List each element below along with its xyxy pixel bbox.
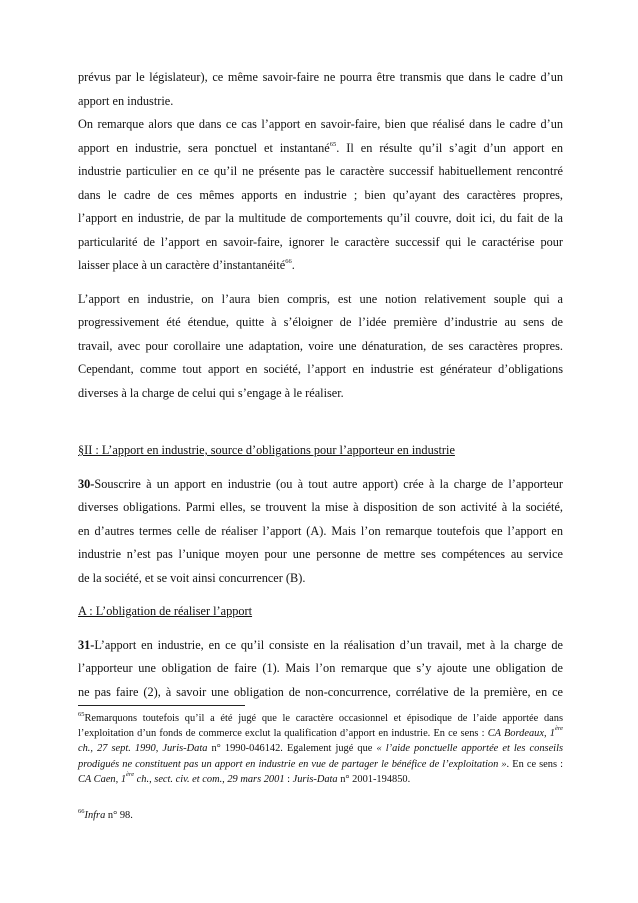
text-span: Remarquons toutefois qu’il a été jugé que le caractère occasionnel et épisodique de l’aide apportée dans l’exploitation d’un fonds de commerce exclut la qualification d’apport en industrie. En ce sens : (78, 713, 563, 740)
footnote-ref-65[interactable]: 65 (329, 140, 337, 148)
paragraph-line: Cependant, comme tout apport en société, l’apport en industrie est générateur d’obligations (78, 362, 563, 376)
footnote-number: 65 (78, 711, 85, 718)
text-span: apport en industrie, sera ponctuel et instantané (78, 140, 330, 155)
citation: Juris-Data (292, 773, 338, 785)
section-heading: §II : L’apport en industrie, source d’obligations pour l’apporteur en industrie (78, 443, 455, 457)
paragraph-line: diverses obligations. Parmi elles, se trouvent la mise à disposition de son activité à la société, (78, 500, 563, 514)
ordinal-sup: ère (126, 770, 135, 778)
citation: CA Bordeaux, 1 (487, 728, 555, 740)
citation: ch., sect. civ. et com., 29 mars 2001 (134, 773, 285, 785)
footnote-number: 66 (78, 808, 85, 815)
paragraph-line (78, 473, 563, 497)
text-span: : (284, 773, 293, 785)
paragraph-number: 30- (78, 476, 95, 491)
text-span: n° 98. (105, 810, 133, 821)
citation: CA Caen, 1 (78, 773, 127, 785)
paragraph-line: industrie particulier en ce qu’il ne présente pas le caractère successif habituellement rencontré (78, 164, 563, 178)
paragraph-line: dans le cadre de ces mêmes apports en industrie ; bien qu’ayant des caractères propres, (78, 187, 563, 202)
text-span: L’apport en industrie, en ce qu’il consiste en la réalisation d’un travail, met à la charge de (94, 637, 563, 652)
text-span: n° 2001-194850. (337, 773, 411, 785)
text-span: laisser place à un caractère d’instantanéité (78, 258, 286, 272)
paragraph-line: On remarque alors que dans ce cas l’apport en savoir-faire, bien que réalisé dans le cadre d’un (78, 117, 563, 131)
paragraph-line: de la société, et se voit ainsi concurrencer (B). (78, 570, 306, 585)
paragraph-line: diverses à la charge de celui qui s’engage à le réaliser. (78, 385, 344, 400)
paragraph-line (78, 254, 563, 278)
paragraph-line: particularité de l’apport en savoir-faire, ignorer le caractère successif qui le caractérise pour (78, 234, 563, 249)
footnote-ref-66[interactable]: 66 (285, 258, 292, 265)
text-span: n° 1990-046142. Egalement jugé que (207, 743, 377, 755)
paragraph-line (78, 634, 563, 658)
paragraph-line: en d’autres termes celle de réaliser l’apport (A). Mais l’on remarque toutefois que l’apport en (78, 523, 563, 538)
subsection-heading: A : L’obligation de réaliser l’apport (78, 604, 253, 618)
text-span: . Il en résulte qu’il s’agit d’un apport en (336, 140, 563, 155)
paragraph-line: ne pas faire (2), à savoir une obligation de non-concurrence, corrélative de la première, en ce (78, 684, 563, 699)
footnote-66 (78, 808, 563, 823)
footnote-65 (78, 711, 563, 787)
paragraph-line: L’apport en industrie, on l’aura bien compris, est une notion relativement souple qui a (78, 291, 563, 306)
paragraph-line: prévus par le législateur), ce même savoir-faire ne pourra être transmis que dans le cadre d’un (78, 70, 563, 84)
citation: Infra (84, 810, 106, 821)
citation: ch., 27 sept. 1990 (78, 743, 156, 755)
paragraph-line: l’apporteur une obligation de faire (1). Mais l’on remarque que s’y ajoute une obligation de (78, 661, 563, 675)
text-span: Souscrire à un apport en industrie (ou à tout autre apport) crée à la charge de l’apporteur (94, 476, 563, 491)
citation: Juris-Data (162, 743, 208, 755)
text-span: . En ce sens : (506, 758, 563, 770)
document-page (78, 66, 563, 704)
paragraph-line: industrie n’est pas l’unique moyen pour une personne de mettre ses compétences au service (78, 547, 563, 561)
text-span: . (291, 258, 295, 272)
quote: « l’aide ponctuelle apportée et les conseils prodigués ne constituent pas un apport en industrie en vue de partager le bénéfice de l’exploitation » (78, 743, 563, 770)
footnote-divider (78, 705, 245, 706)
paragraph-line (78, 137, 563, 161)
paragraph-line: apport en industrie. (78, 93, 174, 108)
text-span: , (155, 743, 163, 755)
ordinal-sup: ère (554, 725, 563, 733)
paragraph-number: 31- (78, 637, 95, 652)
paragraph-line: travail, avec pour corollaire une adaptation, voire une dénaturation, de ses caractères propres. (78, 338, 563, 353)
paragraph-line: progressivement été étendue, quitte à s’éloigner de l’idée première d’industrie au sens de (78, 315, 563, 329)
paragraph-line: l’apport en industrie, de par la multitude de comportements qu’il couvre, doit ici, du fait de la (78, 211, 563, 225)
